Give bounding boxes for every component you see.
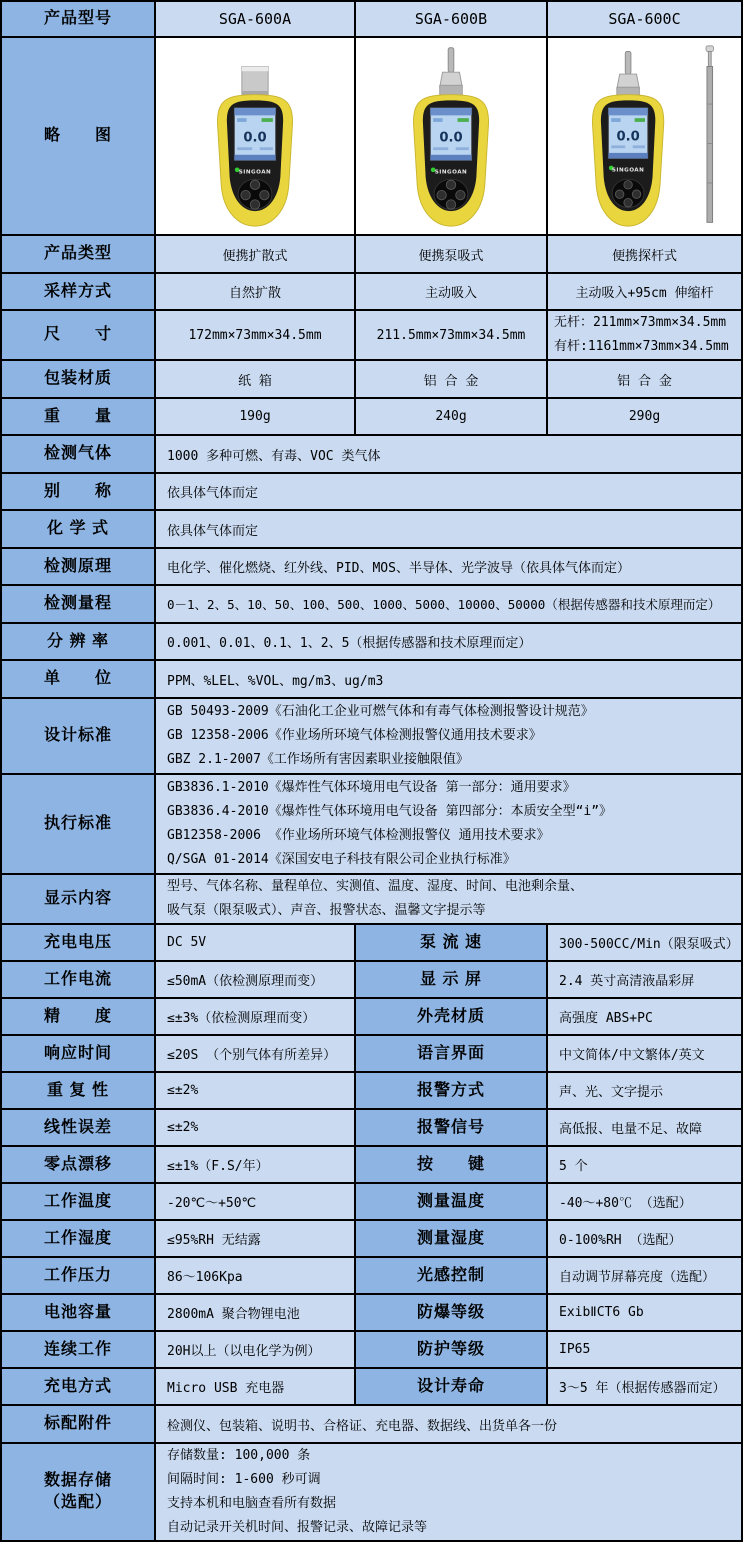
- unit-value: PPM、%LEL、%VOL、mg/m3、ug/m3: [156, 661, 741, 697]
- telescopic-rod: [706, 46, 714, 52]
- sketch-cell-sga-600c: [548, 38, 741, 234]
- spec-value: 3～5 年（根据传感器而定）: [548, 1369, 741, 1404]
- packaging-row: [2, 361, 741, 399]
- chemical-formula-row: [2, 511, 741, 549]
- spec-value: 0-100%RH （选配）: [548, 1221, 741, 1256]
- spec-value: DC 5V: [156, 925, 356, 960]
- spec-value: -40～+80℃ （选配）: [548, 1184, 741, 1219]
- spec-row-charge-voltage: [2, 925, 741, 962]
- header-label: 产品型号: [2, 2, 156, 36]
- spec-row-working-current: [2, 962, 741, 999]
- spec-row-response-time: [2, 1036, 741, 1073]
- data-storage-value: 存储数量: 100,000 条 间隔时间: 1-600 秒可调 支持本机和电脑查看所有数据 自动记录开关机时间、报警记录、故障记录等: [156, 1444, 741, 1540]
- spec-value: 20H以上（以电化学为例）: [156, 1332, 356, 1367]
- spec-row-linearity-error: [2, 1110, 741, 1147]
- product-type-row: [2, 236, 741, 274]
- spec-row-zero-drift: [2, 1147, 741, 1184]
- spec-value: 自动调节屏幕亮度（选配）: [548, 1258, 741, 1293]
- sketch-cell-sga-600b: [356, 38, 548, 234]
- dimensions-c: 无杆：211mm×73mm×34.5mm 有杆:1161mm×73mm×34.5mm: [548, 311, 741, 359]
- spec-label: 设计寿命: [356, 1369, 548, 1404]
- spec-label: 报警方式: [356, 1073, 548, 1108]
- packaging-c: 铝 合 金: [548, 361, 741, 397]
- row-label: 数据存储 （选配）: [2, 1444, 156, 1540]
- spec-value: 高低报、电量不足、故障: [548, 1110, 741, 1145]
- exec-standard-row: [2, 775, 741, 875]
- row-label: 产品类型: [2, 236, 156, 272]
- spec-value: IP65: [548, 1332, 741, 1367]
- header-row: [2, 2, 741, 38]
- packaging-b: 铝 合 金: [356, 361, 548, 397]
- sketch-label: 略 图: [2, 38, 156, 234]
- row-label: 检测气体: [2, 436, 156, 472]
- design-standard-value: GB 50493-2009《石油化工企业可燃气体和有毒气体检测报警设计规范》 GB 12358-2006《作业场所环境气体检测报警仪通用技术要求》 GBZ 2.1-2007《工作场所有害因素职业接触限值》: [156, 699, 741, 773]
- row-label: 重 量: [2, 399, 156, 434]
- accessories-row: [2, 1406, 741, 1444]
- dimensions-row: [2, 311, 741, 361]
- spec-value: 高强度 ABS+PC: [548, 999, 741, 1034]
- spec-row-charging-method: [2, 1369, 741, 1406]
- alias-row: [2, 474, 741, 511]
- spec-label: 充电电压: [2, 925, 156, 960]
- row-label: 设计标准: [2, 699, 156, 773]
- spec-row-continuous-work: [2, 1332, 741, 1369]
- spec-value: 声、光、文字提示: [548, 1073, 741, 1108]
- sampling-b: 主动吸入: [356, 274, 548, 309]
- weight-a: 190g: [156, 399, 356, 434]
- probe: [448, 48, 454, 72]
- chemical-formula-value: 依具体气体而定: [156, 511, 741, 547]
- brand-label: SINGOAN: [611, 167, 644, 174]
- row-label: 采样方式: [2, 274, 156, 309]
- spec-label: 报警信号: [356, 1110, 548, 1145]
- spec-label: 充电方式: [2, 1369, 156, 1404]
- spec-row-accuracy: [2, 999, 741, 1036]
- spec-value: ≤±1%（F.S/年）: [156, 1147, 356, 1182]
- spec-value: 中文简体/中文繁体/英文: [548, 1036, 741, 1071]
- device-image-sga-600a: [175, 44, 335, 228]
- weight-b: 240g: [356, 399, 548, 434]
- brand-label: SINGOAN: [238, 169, 272, 176]
- resolution-row: [2, 624, 741, 661]
- row-label: 化 学 式: [2, 511, 156, 547]
- spec-label: 工作电流: [2, 962, 156, 997]
- detected-gas-value: 1000 多种可燃、有毒、VOC 类气体: [156, 436, 741, 472]
- probe: [625, 52, 631, 75]
- sketch-row: [2, 38, 741, 236]
- unit-row: [2, 661, 741, 699]
- spec-label: 连续工作: [2, 1332, 156, 1367]
- spec-value: 300-500CC/Min（限泵吸式）: [548, 925, 741, 960]
- data-storage-row: [2, 1444, 741, 1540]
- dimensions-b: 211.5mm×73mm×34.5mm: [356, 311, 548, 359]
- spec-value: ≤20S （个别气体有所差异）: [156, 1036, 356, 1071]
- product-type-b: 便携泵吸式: [356, 236, 548, 272]
- row-label: 别 称: [2, 474, 156, 509]
- brand-label: SINGOAN: [434, 169, 468, 176]
- spec-label: 电池容量: [2, 1295, 156, 1330]
- exec-standard-value: GB3836.1-2010《爆炸性气体环境用电气设备 第一部分：通用要求》 GB3836.4-2010《爆炸性气体环境用电气设备 第四部分：本质安全型“i”》 GB12358-2006 《作业场所环境气体检测报警仪 通用技术要求》 Q/SGA 01-2014《深国安电子科技有限公司企业执行标准》: [156, 775, 741, 873]
- header-model-sga-600c: SGA-600C: [548, 2, 741, 36]
- spec-label: 精 度: [2, 999, 156, 1034]
- device-image-sga-600b: [371, 44, 531, 228]
- spec-label: 语言界面: [356, 1036, 548, 1071]
- packaging-a: 纸 箱: [156, 361, 356, 397]
- product-type-a: 便携扩散式: [156, 236, 356, 272]
- spec-label: 重 复 性: [2, 1073, 156, 1108]
- spec-label: 工作湿度: [2, 1221, 156, 1256]
- display-content-value: 型号、气体名称、量程单位、实测值、温度、湿度、时间、电池剩余量、 吸气泵（限泵吸式）、声音、报警状态、温馨文字提示等: [156, 875, 741, 923]
- accessories-value: 检测仪、包装箱、说明书、合格证、充电器、数据线、出货单各一份: [156, 1406, 741, 1442]
- display-content-row: [2, 875, 741, 925]
- spec-label: 线性误差: [2, 1110, 156, 1145]
- spec-row-working-temp: [2, 1184, 741, 1221]
- spec-label: 泵 流 速: [356, 925, 548, 960]
- detection-range-row: [2, 586, 741, 624]
- spec-label: 光感控制: [356, 1258, 548, 1293]
- header-model-sga-600a: SGA-600A: [156, 2, 356, 36]
- sampling-method-row: [2, 274, 741, 311]
- device-image-sga-600c: [557, 44, 733, 228]
- spec-row-repeatability: [2, 1073, 741, 1110]
- sampling-c: 主动吸入+95cm 伸缩杆: [548, 274, 741, 309]
- spec-value: ≤95%RH 无结露: [156, 1221, 356, 1256]
- spec-value: 2800mA 聚合物锂电池: [156, 1295, 356, 1330]
- spec-label: 测量湿度: [356, 1221, 548, 1256]
- spec-value: ≤±3%（依检测原理而变）: [156, 999, 356, 1034]
- row-label: 单 位: [2, 661, 156, 697]
- weight-c: 290g: [548, 399, 741, 434]
- spec-value: 5 个: [548, 1147, 741, 1182]
- spec-label: 按 键: [356, 1147, 548, 1182]
- sampling-a: 自然扩散: [156, 274, 356, 309]
- detected-gas-row: [2, 436, 741, 474]
- spec-label: 显 示 屏: [356, 962, 548, 997]
- spec-value: 2.4 英寸高清液晶彩屏: [548, 962, 741, 997]
- screen-value: 0.0: [615, 129, 640, 145]
- row-label: 检测原理: [2, 549, 156, 584]
- spec-row-working-humidity: [2, 1221, 741, 1258]
- detection-range-value: 0－1、2、5、10、50、100、500、1000、5000、10000、50000（根据传感器和技术原理而定）: [156, 586, 741, 622]
- spec-value: 86～106Kpa: [156, 1258, 356, 1293]
- spec-label: 外壳材质: [356, 999, 548, 1034]
- resolution-value: 0.001、0.01、0.1、1、2、5（根据传感器和技术原理而定）: [156, 624, 741, 659]
- row-label: 标配附件: [2, 1406, 156, 1442]
- spec-value: ≤±2%: [156, 1073, 356, 1108]
- spec-label: 防爆等级: [356, 1295, 548, 1330]
- row-label: 执行标准: [2, 775, 156, 873]
- spec-value: ≤±2%: [156, 1110, 356, 1145]
- design-standard-row: [2, 699, 741, 775]
- row-label: 包装材质: [2, 361, 156, 397]
- alias-value: 依具体气体而定: [156, 474, 741, 509]
- spec-row-battery-capacity: [2, 1295, 741, 1332]
- row-label: 分 辨 率: [2, 624, 156, 659]
- sketch-cell-sga-600a: [156, 38, 356, 234]
- screen-value: 0.0: [243, 130, 267, 146]
- spec-label: 测量温度: [356, 1184, 548, 1219]
- spec-value: ≤50mA（依检测原理而变）: [156, 962, 356, 997]
- spec-label: 零点漂移: [2, 1147, 156, 1182]
- detection-principle-value: 电化学、催化燃烧、红外线、PID、MOS、半导体、光学波导（依具体气体而定）: [156, 549, 741, 584]
- spec-value: ExibⅡCT6 Gb: [548, 1295, 741, 1330]
- header-model-sga-600b: SGA-600B: [356, 2, 548, 36]
- spec-value: -20℃～+50℃: [156, 1184, 356, 1219]
- spec-label: 响应时间: [2, 1036, 156, 1071]
- spec-label: 工作温度: [2, 1184, 156, 1219]
- spec-row-working-pressure: [2, 1258, 741, 1295]
- product-type-c: 便携探杆式: [548, 236, 741, 272]
- row-label: 显示内容: [2, 875, 156, 923]
- row-label: 检测量程: [2, 586, 156, 622]
- row-label: 尺 寸: [2, 311, 156, 359]
- screen-value: 0.0: [439, 130, 463, 146]
- spec-label: 工作压力: [2, 1258, 156, 1293]
- detection-principle-row: [2, 549, 741, 586]
- spec-value: Micro USB 充电器: [156, 1369, 356, 1404]
- dimensions-a: 172mm×73mm×34.5mm: [156, 311, 356, 359]
- weight-row: [2, 399, 741, 436]
- spec-label: 防护等级: [356, 1332, 548, 1367]
